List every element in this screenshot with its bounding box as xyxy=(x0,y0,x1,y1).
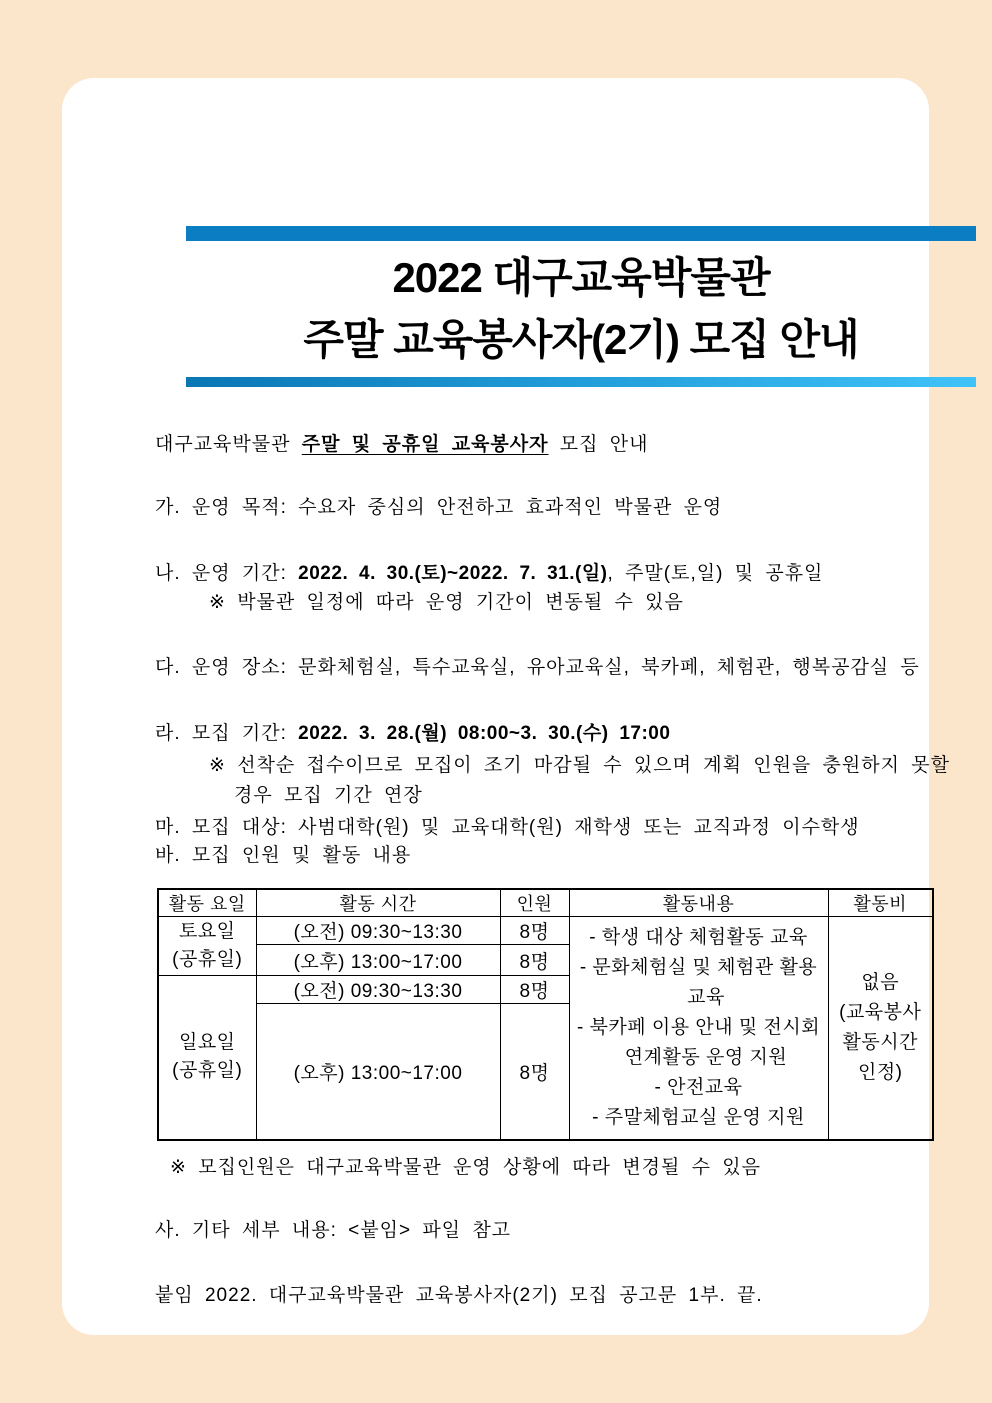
item-ra-recruit-period xyxy=(155,722,670,745)
item-ga-purpose: 가. 운영 목적: 수요자 중심의 안전하고 효과적인 박물관 운영 xyxy=(155,497,723,518)
cell-fee xyxy=(828,917,933,1140)
intro-suffix: 모집 안내 xyxy=(548,434,649,455)
item-ra-label: 라. 모집 기간: xyxy=(155,723,299,744)
item-na-note: ※ 박물관 일정에 따라 운영 기간이 변동될 수 있음 xyxy=(209,592,684,613)
fee-line: 인정) xyxy=(857,1061,903,1083)
cell-count-sat-am: 8명 xyxy=(500,917,569,945)
activity-item: - 안전교육 xyxy=(654,1076,743,1098)
item-ra-note-line2: 경우 모집 기간 연장 xyxy=(234,785,423,806)
item-na-period xyxy=(155,562,823,585)
document-card xyxy=(62,78,950,1335)
title-line-2: 주말 교육봉사자(2기) 모집 안내 xyxy=(303,316,859,363)
title-top-rule xyxy=(186,226,976,241)
saturday-holiday-label: (공휴일) xyxy=(172,949,243,970)
table-row xyxy=(158,917,933,945)
activity-item: - 주말체험교실 운영 지원 xyxy=(592,1106,805,1128)
intro-prefix: 대구교육박물관 xyxy=(155,434,302,455)
col-header-fee: 활동비 xyxy=(828,889,933,917)
item-ma-target: 마. 모집 대상: 사범대학(원) 및 교육대학(원) 재학생 또는 교직과정 이수학생 xyxy=(155,817,860,838)
cell-count-sun-pm: 8명 xyxy=(500,1004,569,1140)
sunday-label: 일요일 xyxy=(178,1032,236,1054)
cell-time-sun-pm: (오후) 13:00~17:00 xyxy=(256,1004,500,1140)
item-na-dates: 2022. 4. 30.(토)~2022. 7. 31.(일) xyxy=(298,563,608,584)
intro-emphasis: 주말 및 공휴일 교육봉사자 xyxy=(301,434,549,455)
item-na-label: 나. 운영 기간: xyxy=(155,563,299,584)
activity-item: - 북카페 이용 안내 및 전시회 연계활동 운영 지원 xyxy=(576,1016,821,1068)
cell-time-sun-am: (오전) 09:30~13:30 xyxy=(256,976,500,1004)
document-title xyxy=(186,247,976,371)
cell-saturday xyxy=(158,917,256,976)
col-header-activity: 활동내용 xyxy=(569,889,828,917)
col-header-time: 활동 시간 xyxy=(256,889,500,917)
col-header-day: 활동 요일 xyxy=(158,889,256,917)
cell-time-sat-pm: (오후) 13:00~17:00 xyxy=(256,945,500,976)
saturday-label: 토요일 xyxy=(178,921,236,942)
item-ra-dates: 2022. 3. 28.(월) 08:00~3. 30.(수) 17:00 xyxy=(298,723,671,744)
fee-line: 활동시간 xyxy=(842,1031,918,1053)
item-ra-note-line1: ※ 선착순 접수이므로 모집이 조기 마감될 수 있으며 계획 인원을 충원하지 못할 xyxy=(209,755,950,776)
fee-line: 없음 xyxy=(861,971,900,993)
table-header-row xyxy=(158,889,933,917)
item-na-suffix: , 주말(토,일) 및 공휴일 xyxy=(607,563,824,584)
cell-sunday xyxy=(158,976,256,1140)
cell-count-sat-pm: 8명 xyxy=(500,945,569,976)
activity-table xyxy=(157,888,934,1141)
title-line-1: 2022 대구교육박물관 xyxy=(392,254,770,301)
item-da-locations: 다. 운영 장소: 문화체험실, 특수교육실, 유아교육실, 북카페, 체험관, 행복공감실 등 xyxy=(155,657,920,678)
title-bottom-rule xyxy=(186,377,976,387)
activity-item: - 학생 대상 체험활동 교육 xyxy=(589,926,808,948)
cell-time-sat-am: (오전) 09:30~13:30 xyxy=(256,917,500,945)
attachment-line: 붙임 2022. 대구교육박물관 교육봉사자(2기) 모집 공고문 1부. 끝. xyxy=(155,1285,763,1306)
activity-item: - 문화체험실 및 체험관 활용 교육 xyxy=(579,956,818,1008)
cell-activities xyxy=(569,917,828,1140)
item-sa-details: 사. 기타 세부 내용: <붙임> 파일 참고 xyxy=(155,1220,512,1241)
cell-count-sun-am: 8명 xyxy=(500,976,569,1004)
col-header-count: 인원 xyxy=(500,889,569,917)
sunday-holiday-label: (공휴일) xyxy=(172,1060,243,1082)
table-footnote: ※ 모집인원은 대구교육박물관 운영 상황에 따라 변경될 수 있음 xyxy=(170,1157,762,1178)
fee-line: (교육봉사 xyxy=(839,1001,922,1023)
item-ba-heading: 바. 모집 인원 및 활동 내용 xyxy=(155,845,412,866)
intro-line xyxy=(155,433,648,456)
